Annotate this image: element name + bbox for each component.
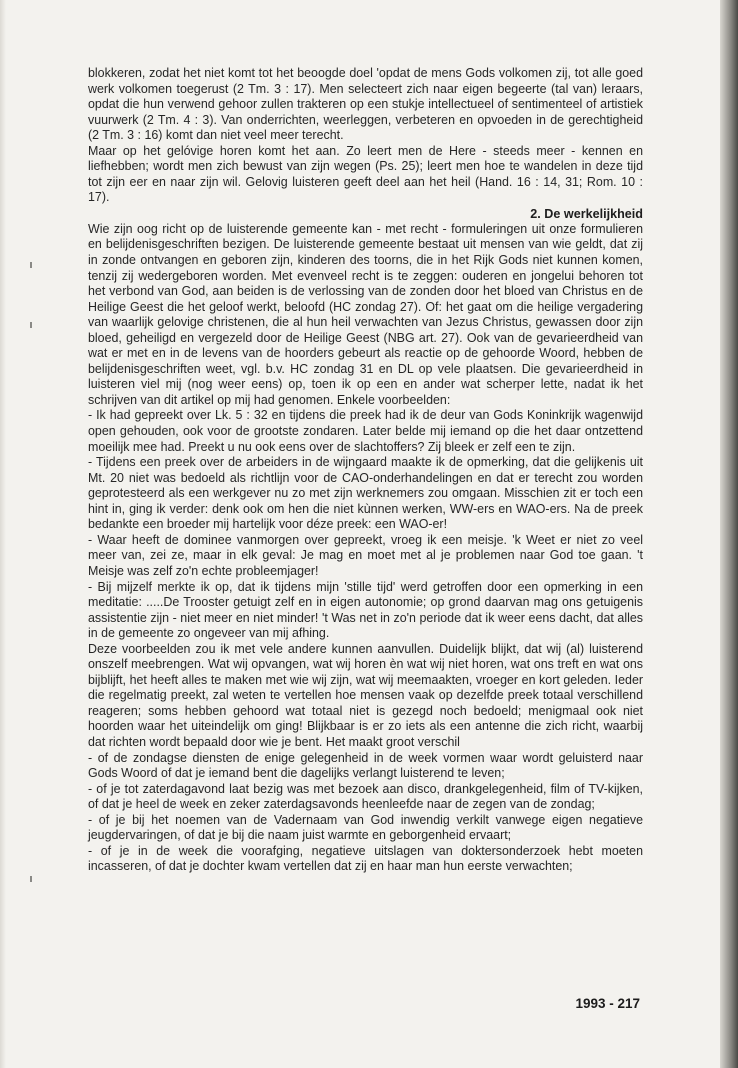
paragraph: - Ik had gepreekt over Lk. 5 : 32 en tijdens die preek had ik de deur van Gods Koninkrijk wagenwijd open gehouden, ook voor de grootste zondaren. Later belde mij iemand op die het daar ontzettend moeilijk mee had. Preekt u nu ook eens over de slachtoffers? Zij bleek er zelf een te zijn. [88,408,643,454]
paragraph: Wie zijn oog richt op de luisterende gemeente kan - met recht - formuleringen uit onze formulieren en belijdenisgeschriften bezigen. De luisterende gemeente bestaat uit mensen van wie geldt, dat zij in zonde ontvangen en geboren zijn, kinderen des toorns, die in het Rijk Gods niet kunnen komen, tenzij zij wedergeboren worden. Met evenveel recht is te zeggen: ouderen en jongelui behoren tot het verbond van God, aan beiden is de verlossing van de zonden door het bloed van Christus en de Heilige Geest die het geloof werkt, beloofd (HC zondag 27). Of: het gaat om die heilige vergadering van waarlijk gelovige christenen, die al hun heil verwachten van Jezus Christus, gewassen door zijn bloed, geheiligd en vergezeld door de Heilige Geest (NBG art. 27). Ook van de gevarieerdheid van wat er met en in de levens van de hoorders gebeurt als reactie op de gehoorde Woord, hebben de belijdenisgeschriften weet, vgl. b.v. HC zondag 31 en DL op vele plaatsen. Die gevarieerdheid in luisteren viel mij (nog weer eens) op, toen ik op een en ander wat scherper lette, nadat ik het schrijven van dit artikel op mij had genomen. Enkele voorbeelden: [88,221,643,407]
paragraph: - of je in de week die voorafging, negatieve uitslagen van doktersonderzoek hebt moeten incasseren, of dat je dochter kwam vertellen dat zij en haar man hun eerste verwachten; [88,843,643,874]
binding-hole-mark [30,322,32,328]
page-number: 1993 - 217 [575,996,640,1011]
paragraph: - of de zondagse diensten de enige gelegenheid in de week vormen waar wordt geluisterd naar Gods Woord of dat je iemand bent die dagelijks verlangt luisterend te leven; [88,750,643,781]
section-heading: 2. De werkelijkheid [530,206,643,221]
paragraph: Deze voorbeelden zou ik met vele andere kunnen aanvullen. Duidelijk blijkt, dat wij (al) luisterend onszelf meebrengen. Wat wij opvangen, wat wij horen èn wat wij niet horen, wat ons treft en wat ons bijblijft, het heeft alles te maken met wie wij zijn, wat wij meemaakten, vroeger en kort geleden. Ieder die regelmatig preekt, zal weten te vertellen hoe mensen vaak op dezelfde preek totaal verschillend reageren; soms hebben gehoord wat totaal niet is gezegd noch bedoeld; menigmaal ook niet hoorden waar het uiteindelijk om ging! Blijkbaar is er zo iets als een antenne die zich richt, waarbij dat richten wordt bepaald door wie je bent. Het maakt groot verschil [88,641,643,749]
text-column [88,66,643,875]
binding-hole-mark [30,876,32,882]
paragraph: blokkeren, zodat het niet komt tot het beoogde doel 'opdat de mens Gods volkomen zij, tot alle goed werk volkomen toegerust (2 Tm. 3 : 17). Men selecteert zich naar eigen begeerte (tal van) leraars, opdat die hun verwend gehoor zullen trakteren op een stukje intellectueel of sentimenteel of artistiek vuurwerk (2 Tm. 4 : 3). Van onderrichten, weerleggen, verbeteren en opvoeden in de gerechtigheid (2 Tm. 3 : 16) komt dan niet veel meer terecht. [88,66,643,143]
paragraph: - Tijdens een preek over de arbeiders in de wijngaard maakte ik de opmerking, dat die gelijkenis uit Mt. 20 niet was bedoeld als richtlijn voor de CAO-onderhandelingen en dat er terecht zou worden geprotesteerd als een werkgever nu zo met zijn werknemers zou omgaan. Misschien zit er toch een hint in, ging ik verder: denk ook om hen die niet kùnnen werken, WW-ers en WAO-ers. Na de preek bedankte een broeder mij hartelijk voor déze preek: een WAO-er! [88,455,643,532]
paragraph: Maar op het gelóvige horen komt het aan. Zo leert men de Here - steeds meer - kennen en liefhebben; wordt men zich bewust van zijn wegen (Ps. 25); leert men hoe te wandelen in deze tijd tot zijn eer en naar zijn wil. Gelovig luisteren geeft deel aan het heil (Hand. 16 : 14, 31; Rom. 10 : 17). [88,143,643,205]
paragraph: - of je tot zaterdagavond laat bezig was met bezoek aan disco, drankgelegenheid, film of TV-kijken, of dat je heel de week en zeker zaterdagsavonds heenleefde naar de zegen van de zondag; [88,781,643,812]
paragraph: - Bij mijzelf merkte ik op, dat ik tijdens mijn 'stille tijd' werd getroffen door een opmerking in een meditatie: .....De Trooster getuigt zelf en in eigen autonomie; op grond daarvan mag ons getuigenis assistentie zijn - niet meer en niet minder! 't Was net in zo'n periode dat ik weer eens dacht, dat alles in de gemeente zo ongeveer van mij afhing. [88,579,643,641]
inner-page-edge [0,0,6,1068]
paragraph: - Waar heeft de dominee vanmorgen over gepreekt, vroeg ik een meisje. 'k Weet er niet zo veel meer van, zei ze, maar in elk geval: Je mag en moet met al je problemen naar God toe gaan. 't Meisje was zelf zo'n echte probleemjager! [88,532,643,578]
binding-hole-mark [30,262,32,268]
paragraph: - of je bij het noemen van de Vadernaam van God inwendig verkilt vanwege eigen negatieve jeugdervaringen, of dat je bij die naam juist warmte en geborgenheid ervaart; [88,812,643,843]
page-edge-shadow [720,0,738,1068]
